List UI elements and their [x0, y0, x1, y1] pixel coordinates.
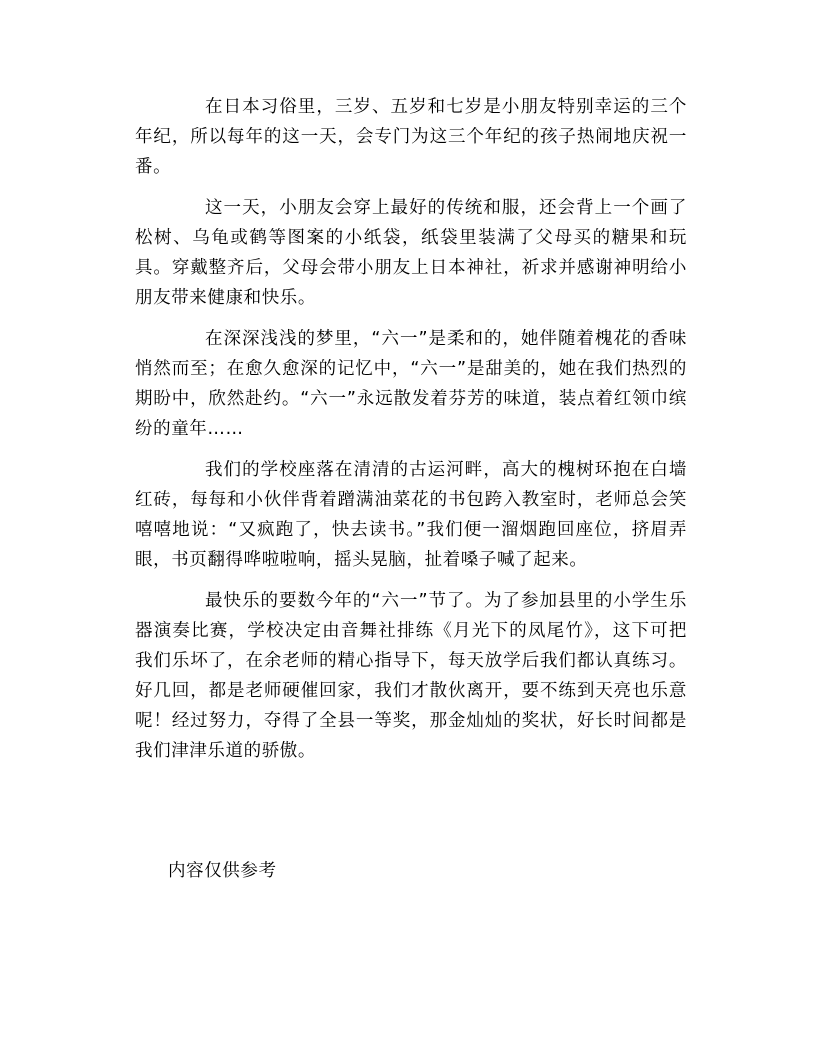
- document-body: [135, 92, 687, 777]
- paragraph-2: 这一天，小朋友会穿上最好的传统和服，还会背上一个画了松树、乌龟或鹤等图案的小纸袋，纸袋里装满了父母买的糖果和玩具。穿戴整齐后，父母会带小朋友上日本神社，祈求并感谢神明给小朋友带来健康和快乐。: [135, 198, 687, 308]
- paragraph-1: 在日本习俗里，三岁、五岁和七岁是小朋友特别幸运的三个年纪，所以每年的这一天，会专门为这三个年纪的孩子热闹地庆祝一番。: [135, 97, 687, 177]
- reference-note: 内容仅供参考: [168, 861, 277, 881]
- paragraph-3: 在深深浅浅的梦里，“六一”是柔和的，她伴随着槐花的香味悄然而至；在愈久愈深的记忆中，“六一”是甜美的，她在我们热烈的期盼中，欣然赴约。“六一”永远散发着芬芳的味道，装点着红领巾缤纷的童年……: [135, 329, 687, 439]
- paragraph-4: 我们的学校座落在清清的古运河畔，高大的槐树环抱在白墙红砖，每每和小伙伴背着蹭满油菜花的书包跨入教室时，老师总会笑嘻嘻地说：“又疯跑了，快去读书。”我们便一溜烟跑回座位，挤眉弄眼，书页翻得哗啦啦响，摇头晃脑，扯着嗓子喊了起来。: [135, 460, 687, 570]
- paragraph-5: 最快乐的要数今年的“六一”节了。为了参加县里的小学生乐器演奏比赛，学校决定由音舞社排练《月光下的凤尾竹》，这下可把我们乐坏了，在余老师的精心指导下，每天放学后我们都认真练习。好几回，都是老师硬催回家，我们才散伙离开，要不练到天亮也乐意呢！经过努力，夺得了全县一等奖，那金灿灿的奖状，好长时间都是我们津津乐道的骄傲。: [135, 591, 687, 761]
